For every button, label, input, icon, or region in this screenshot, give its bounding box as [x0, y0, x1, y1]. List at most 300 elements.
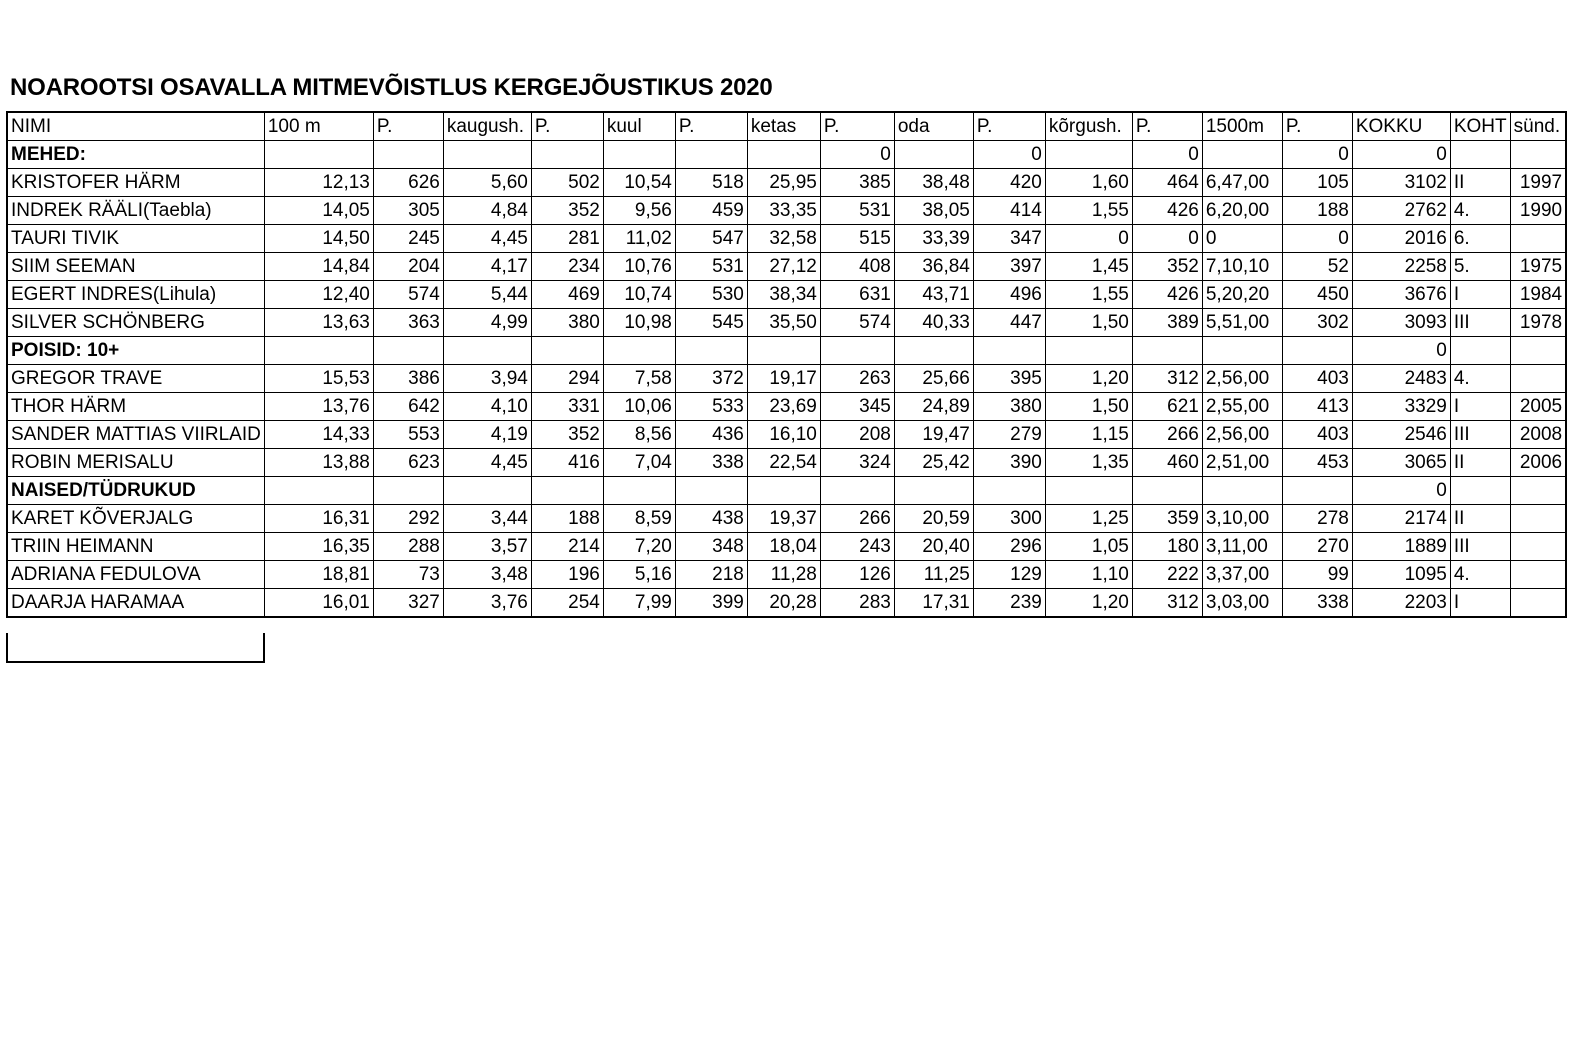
- cell-javelin-points: [973, 337, 1045, 365]
- cell-place: I: [1450, 393, 1510, 421]
- cell-total: 0: [1352, 141, 1450, 169]
- cell-100m: 13,88: [264, 449, 373, 477]
- cell-javelin-points: 279: [973, 421, 1045, 449]
- cell-shot-put-points: 531: [675, 253, 747, 281]
- cell-100m: 18,81: [264, 561, 373, 589]
- cell-javelin: 20,59: [894, 505, 973, 533]
- cell-discus: 38,34: [747, 281, 820, 309]
- cell-long-jump: 4,17: [443, 253, 531, 281]
- cell-birth-year: [1510, 225, 1566, 253]
- cell-name: ADRIANA FEDULOVA: [7, 561, 264, 589]
- cell-discus: 11,28: [747, 561, 820, 589]
- cell-name: THOR HÄRM: [7, 393, 264, 421]
- cell-100m: 13,76: [264, 393, 373, 421]
- cell-high-jump: 1,50: [1045, 393, 1132, 421]
- table-row: [7, 365, 1566, 393]
- cell-discus: 16,10: [747, 421, 820, 449]
- cell-high-jump: 1,45: [1045, 253, 1132, 281]
- table-row: [7, 169, 1566, 197]
- cell-discus-points: 0: [820, 141, 894, 169]
- cell-javelin-points: 0: [973, 141, 1045, 169]
- header-points: P.: [675, 112, 747, 141]
- cell-100m: 12,13: [264, 169, 373, 197]
- section-row: [7, 141, 1566, 169]
- cell-100m: [264, 141, 373, 169]
- header-100m: 100 m: [264, 112, 373, 141]
- cell-long-jump: 5,60: [443, 169, 531, 197]
- cell-100m-points: 245: [373, 225, 443, 253]
- cell-total: 3102: [1352, 169, 1450, 197]
- cell-100m-points: [373, 141, 443, 169]
- cell-discus: 22,54: [747, 449, 820, 477]
- cell-1500m: 2,55,00: [1202, 393, 1282, 421]
- cell-1500m-points: [1282, 477, 1352, 505]
- cell-place: 4.: [1450, 197, 1510, 225]
- empty-cell: [6, 633, 265, 663]
- table-row: [7, 533, 1566, 561]
- table-row: [7, 449, 1566, 477]
- cell-birth-year: 1997: [1510, 169, 1566, 197]
- cell-javelin: 38,48: [894, 169, 973, 197]
- cell-long-jump: 3,44: [443, 505, 531, 533]
- cell-long-jump-points: 281: [531, 225, 603, 253]
- section-row: [7, 337, 1566, 365]
- cell-birth-year: [1510, 141, 1566, 169]
- cell-1500m-points: 302: [1282, 309, 1352, 337]
- table-row: [7, 505, 1566, 533]
- cell-high-jump-points: 426: [1132, 281, 1202, 309]
- cell-high-jump-points: 266: [1132, 421, 1202, 449]
- table-row: [7, 393, 1566, 421]
- cell-100m: 15,53: [264, 365, 373, 393]
- cell-discus-points: 531: [820, 197, 894, 225]
- cell-100m: 14,50: [264, 225, 373, 253]
- header-javelin: oda: [894, 112, 973, 141]
- cell-place: 4.: [1450, 561, 1510, 589]
- cell-1500m: 3,11,00: [1202, 533, 1282, 561]
- cell-name: NAISED/TÜDRUKUD: [7, 477, 264, 505]
- cell-long-jump: [443, 477, 531, 505]
- cell-shot-put-points: 399: [675, 589, 747, 618]
- cell-discus-points: 266: [820, 505, 894, 533]
- cell-discus: 25,95: [747, 169, 820, 197]
- cell-javelin-points: 414: [973, 197, 1045, 225]
- cell-name: TRIIN HEIMANN: [7, 533, 264, 561]
- cell-1500m: 5,51,00: [1202, 309, 1282, 337]
- header-points: P.: [531, 112, 603, 141]
- cell-high-jump-points: 352: [1132, 253, 1202, 281]
- cell-shot-put-points: 372: [675, 365, 747, 393]
- cell-javelin: 40,33: [894, 309, 973, 337]
- cell-1500m-points: 453: [1282, 449, 1352, 477]
- cell-100m: 12,40: [264, 281, 373, 309]
- cell-total: 2762: [1352, 197, 1450, 225]
- cell-1500m: 2,56,00: [1202, 365, 1282, 393]
- cell-javelin: 33,39: [894, 225, 973, 253]
- cell-long-jump-points: 254: [531, 589, 603, 618]
- cell-high-jump: 1,20: [1045, 365, 1132, 393]
- cell-discus: 27,12: [747, 253, 820, 281]
- cell-long-jump-points: 502: [531, 169, 603, 197]
- cell-shot-put: [603, 477, 675, 505]
- cell-total: 2016: [1352, 225, 1450, 253]
- cell-1500m: [1202, 141, 1282, 169]
- cell-birth-year: 2005: [1510, 393, 1566, 421]
- cell-birth-year: [1510, 505, 1566, 533]
- cell-birth-year: [1510, 337, 1566, 365]
- cell-100m-points: 626: [373, 169, 443, 197]
- cell-long-jump-points: [531, 141, 603, 169]
- cell-name: GREGOR TRAVE: [7, 365, 264, 393]
- cell-100m-points: 623: [373, 449, 443, 477]
- cell-shot-put-points: [675, 337, 747, 365]
- cell-birth-year: 1975: [1510, 253, 1566, 281]
- cell-high-jump-points: 0: [1132, 225, 1202, 253]
- cell-high-jump: [1045, 337, 1132, 365]
- cell-shot-put: 7,99: [603, 589, 675, 618]
- cell-discus-points: 243: [820, 533, 894, 561]
- cell-shot-put: 7,04: [603, 449, 675, 477]
- cell-long-jump-points: [531, 477, 603, 505]
- cell-shot-put-points: 218: [675, 561, 747, 589]
- cell-high-jump-points: 464: [1132, 169, 1202, 197]
- header-total: KOKKU: [1352, 112, 1450, 141]
- cell-long-jump: 3,48: [443, 561, 531, 589]
- cell-long-jump-points: 416: [531, 449, 603, 477]
- cell-100m-points: 642: [373, 393, 443, 421]
- cell-discus-points: 263: [820, 365, 894, 393]
- cell-total: 3676: [1352, 281, 1450, 309]
- cell-shot-put-points: 338: [675, 449, 747, 477]
- cell-name: KARET KÕVERJALG: [7, 505, 264, 533]
- cell-high-jump-points: 389: [1132, 309, 1202, 337]
- table-row: [7, 421, 1566, 449]
- cell-name: INDREK RÄÄLI(Taebla): [7, 197, 264, 225]
- cell-discus-points: 126: [820, 561, 894, 589]
- cell-1500m-points: [1282, 337, 1352, 365]
- cell-javelin-points: 239: [973, 589, 1045, 618]
- cell-high-jump-points: 222: [1132, 561, 1202, 589]
- cell-discus: 19,37: [747, 505, 820, 533]
- cell-discus: 19,17: [747, 365, 820, 393]
- cell-100m-points: 386: [373, 365, 443, 393]
- cell-100m-points: 327: [373, 589, 443, 618]
- cell-javelin: 17,31: [894, 589, 973, 618]
- cell-shot-put: 10,06: [603, 393, 675, 421]
- cell-name: DAARJA HARAMAA: [7, 589, 264, 618]
- cell-1500m-points: 99: [1282, 561, 1352, 589]
- cell-javelin-points: 129: [973, 561, 1045, 589]
- cell-shot-put: 8,59: [603, 505, 675, 533]
- cell-100m-points: 363: [373, 309, 443, 337]
- cell-discus: 33,35: [747, 197, 820, 225]
- cell-total: 3093: [1352, 309, 1450, 337]
- cell-birth-year: 2008: [1510, 421, 1566, 449]
- cell-place: III: [1450, 309, 1510, 337]
- cell-high-jump-points: 312: [1132, 365, 1202, 393]
- cell-100m: 16,31: [264, 505, 373, 533]
- cell-high-jump-points: 312: [1132, 589, 1202, 618]
- page-title: NOAROOTSI OSAVALLA MITMEVÕISTLUS KERGEJÕUSTIKUS 2020: [10, 74, 773, 101]
- cell-javelin-points: 447: [973, 309, 1045, 337]
- cell-high-jump-points: 621: [1132, 393, 1202, 421]
- cell-shot-put: [603, 337, 675, 365]
- cell-1500m: [1202, 337, 1282, 365]
- table-row: [7, 225, 1566, 253]
- cell-discus-points: [820, 337, 894, 365]
- cell-shot-put: 11,02: [603, 225, 675, 253]
- cell-high-jump-points: 460: [1132, 449, 1202, 477]
- cell-shot-put-points: 436: [675, 421, 747, 449]
- cell-place: II: [1450, 449, 1510, 477]
- cell-javelin: 36,84: [894, 253, 973, 281]
- cell-long-jump: 4,10: [443, 393, 531, 421]
- cell-discus-points: 408: [820, 253, 894, 281]
- cell-100m: [264, 477, 373, 505]
- table-row: [7, 589, 1566, 618]
- cell-high-jump: 1,20: [1045, 589, 1132, 618]
- cell-place: 4.: [1450, 365, 1510, 393]
- cell-name: SILVER SCHÖNBERG: [7, 309, 264, 337]
- header-birth-year: sünd.: [1510, 112, 1566, 141]
- cell-high-jump-points: [1132, 477, 1202, 505]
- cell-shot-put-points: 533: [675, 393, 747, 421]
- cell-shot-put-points: 438: [675, 505, 747, 533]
- cell-100m-points: [373, 477, 443, 505]
- header-place: KOHT: [1450, 112, 1510, 141]
- cell-long-jump: 4,84: [443, 197, 531, 225]
- cell-javelin-points: 395: [973, 365, 1045, 393]
- cell-discus-points: 324: [820, 449, 894, 477]
- cell-shot-put-points: 348: [675, 533, 747, 561]
- cell-shot-put-points: 545: [675, 309, 747, 337]
- cell-total: 1889: [1352, 533, 1450, 561]
- cell-1500m-points: 338: [1282, 589, 1352, 618]
- cell-1500m: 3,03,00: [1202, 589, 1282, 618]
- cell-discus-points: 631: [820, 281, 894, 309]
- cell-high-jump: 1,05: [1045, 533, 1132, 561]
- cell-100m: [264, 337, 373, 365]
- cell-javelin-points: 496: [973, 281, 1045, 309]
- cell-high-jump-points: 180: [1132, 533, 1202, 561]
- cell-place: 6.: [1450, 225, 1510, 253]
- cell-long-jump-points: 234: [531, 253, 603, 281]
- cell-shot-put-points: 459: [675, 197, 747, 225]
- cell-javelin-points: 347: [973, 225, 1045, 253]
- cell-birth-year: [1510, 589, 1566, 618]
- section-row: [7, 477, 1566, 505]
- cell-total: 2483: [1352, 365, 1450, 393]
- cell-1500m: 5,20,20: [1202, 281, 1282, 309]
- cell-1500m: 6,47,00: [1202, 169, 1282, 197]
- cell-total: 1095: [1352, 561, 1450, 589]
- cell-javelin: 25,42: [894, 449, 973, 477]
- header-name: NIMI: [7, 112, 264, 141]
- cell-total: 3065: [1352, 449, 1450, 477]
- cell-total: 3329: [1352, 393, 1450, 421]
- cell-100m: 14,33: [264, 421, 373, 449]
- cell-high-jump: 1,55: [1045, 281, 1132, 309]
- cell-long-jump: 5,44: [443, 281, 531, 309]
- cell-long-jump-points: 380: [531, 309, 603, 337]
- cell-discus: 20,28: [747, 589, 820, 618]
- cell-long-jump: [443, 337, 531, 365]
- cell-total: 2258: [1352, 253, 1450, 281]
- cell-total: 2203: [1352, 589, 1450, 618]
- cell-1500m: 7,10,10: [1202, 253, 1282, 281]
- cell-birth-year: [1510, 477, 1566, 505]
- cell-100m-points: 288: [373, 533, 443, 561]
- cell-100m-points: 204: [373, 253, 443, 281]
- cell-1500m: 3,10,00: [1202, 505, 1282, 533]
- header-points: P.: [1282, 112, 1352, 141]
- cell-javelin-points: [973, 477, 1045, 505]
- cell-javelin: [894, 477, 973, 505]
- cell-javelin: 24,89: [894, 393, 973, 421]
- cell-1500m: 0: [1202, 225, 1282, 253]
- cell-100m: 16,35: [264, 533, 373, 561]
- cell-1500m-points: 403: [1282, 421, 1352, 449]
- cell-place: I: [1450, 281, 1510, 309]
- cell-long-jump: [443, 141, 531, 169]
- cell-name: KRISTOFER HÄRM: [7, 169, 264, 197]
- cell-birth-year: 2006: [1510, 449, 1566, 477]
- cell-javelin: 20,40: [894, 533, 973, 561]
- cell-name: EGERT INDRES(Lihula): [7, 281, 264, 309]
- cell-long-jump-points: 469: [531, 281, 603, 309]
- cell-long-jump-points: 352: [531, 421, 603, 449]
- cell-shot-put: 7,58: [603, 365, 675, 393]
- cell-long-jump: 4,45: [443, 225, 531, 253]
- table-body: [7, 141, 1566, 618]
- cell-name: SANDER MATTIAS VIIRLAID: [7, 421, 264, 449]
- cell-1500m-points: 188: [1282, 197, 1352, 225]
- cell-discus-points: 515: [820, 225, 894, 253]
- cell-high-jump: 1,15: [1045, 421, 1132, 449]
- cell-birth-year: 1990: [1510, 197, 1566, 225]
- cell-place: I: [1450, 589, 1510, 618]
- cell-shot-put-points: [675, 477, 747, 505]
- cell-name: MEHED:: [7, 141, 264, 169]
- cell-place: [1450, 337, 1510, 365]
- header-points: P.: [820, 112, 894, 141]
- cell-javelin-points: 300: [973, 505, 1045, 533]
- cell-shot-put: 7,20: [603, 533, 675, 561]
- table-row: [7, 309, 1566, 337]
- cell-100m-points: 553: [373, 421, 443, 449]
- cell-shot-put: 8,56: [603, 421, 675, 449]
- cell-high-jump: 0: [1045, 225, 1132, 253]
- cell-high-jump-points: [1132, 337, 1202, 365]
- header-row: [7, 112, 1566, 141]
- header-high-jump: kõrgush.: [1045, 112, 1132, 141]
- cell-100m: 16,01: [264, 589, 373, 618]
- cell-1500m-points: 0: [1282, 225, 1352, 253]
- cell-discus-points: [820, 477, 894, 505]
- cell-1500m-points: 270: [1282, 533, 1352, 561]
- cell-place: II: [1450, 169, 1510, 197]
- cell-long-jump-points: 196: [531, 561, 603, 589]
- cell-place: III: [1450, 421, 1510, 449]
- cell-high-jump: [1045, 477, 1132, 505]
- cell-total: 0: [1352, 337, 1450, 365]
- cell-100m: 14,84: [264, 253, 373, 281]
- cell-place: II: [1450, 505, 1510, 533]
- cell-javelin: 19,47: [894, 421, 973, 449]
- cell-discus-points: 385: [820, 169, 894, 197]
- cell-long-jump: 3,94: [443, 365, 531, 393]
- cell-shot-put: 10,76: [603, 253, 675, 281]
- cell-long-jump: 4,45: [443, 449, 531, 477]
- cell-shot-put-points: 518: [675, 169, 747, 197]
- cell-birth-year: [1510, 365, 1566, 393]
- header-points: P.: [1132, 112, 1202, 141]
- cell-discus: [747, 477, 820, 505]
- cell-discus-points: 208: [820, 421, 894, 449]
- cell-long-jump-points: 294: [531, 365, 603, 393]
- cell-high-jump: 1,10: [1045, 561, 1132, 589]
- cell-shot-put-points: 547: [675, 225, 747, 253]
- cell-100m-points: 305: [373, 197, 443, 225]
- cell-javelin-points: 397: [973, 253, 1045, 281]
- cell-total: 0: [1352, 477, 1450, 505]
- header-shot-put: kuul: [603, 112, 675, 141]
- cell-discus-points: 345: [820, 393, 894, 421]
- cell-place: [1450, 477, 1510, 505]
- cell-name: TAURI TIVIK: [7, 225, 264, 253]
- cell-javelin-points: 390: [973, 449, 1045, 477]
- cell-discus: 35,50: [747, 309, 820, 337]
- cell-javelin: [894, 337, 973, 365]
- table-row: [7, 561, 1566, 589]
- cell-high-jump: 1,25: [1045, 505, 1132, 533]
- cell-name: ROBIN MERISALU: [7, 449, 264, 477]
- cell-shot-put: 10,74: [603, 281, 675, 309]
- cell-1500m: 3,37,00: [1202, 561, 1282, 589]
- cell-high-jump-points: 0: [1132, 141, 1202, 169]
- cell-high-jump-points: 426: [1132, 197, 1202, 225]
- cell-1500m-points: 278: [1282, 505, 1352, 533]
- cell-name: SIIM SEEMAN: [7, 253, 264, 281]
- cell-long-jump-points: [531, 337, 603, 365]
- cell-javelin-points: 420: [973, 169, 1045, 197]
- table-row: [7, 197, 1566, 225]
- cell-javelin: [894, 141, 973, 169]
- cell-100m: 13,63: [264, 309, 373, 337]
- header-points: P.: [373, 112, 443, 141]
- cell-100m-points: [373, 337, 443, 365]
- cell-1500m-points: 52: [1282, 253, 1352, 281]
- cell-1500m-points: 403: [1282, 365, 1352, 393]
- cell-100m-points: 574: [373, 281, 443, 309]
- cell-javelin: 43,71: [894, 281, 973, 309]
- cell-place: III: [1450, 533, 1510, 561]
- cell-long-jump: 3,57: [443, 533, 531, 561]
- results-table: [6, 111, 1567, 618]
- cell-1500m: 6,20,00: [1202, 197, 1282, 225]
- cell-1500m-points: 105: [1282, 169, 1352, 197]
- cell-long-jump-points: 352: [531, 197, 603, 225]
- cell-name: POISID: 10+: [7, 337, 264, 365]
- cell-shot-put: 10,98: [603, 309, 675, 337]
- cell-shot-put-points: [675, 141, 747, 169]
- cell-high-jump: 1,55: [1045, 197, 1132, 225]
- cell-long-jump: 4,19: [443, 421, 531, 449]
- cell-shot-put: 5,16: [603, 561, 675, 589]
- header-1500m: 1500m: [1202, 112, 1282, 141]
- cell-long-jump: 3,76: [443, 589, 531, 618]
- cell-discus: 23,69: [747, 393, 820, 421]
